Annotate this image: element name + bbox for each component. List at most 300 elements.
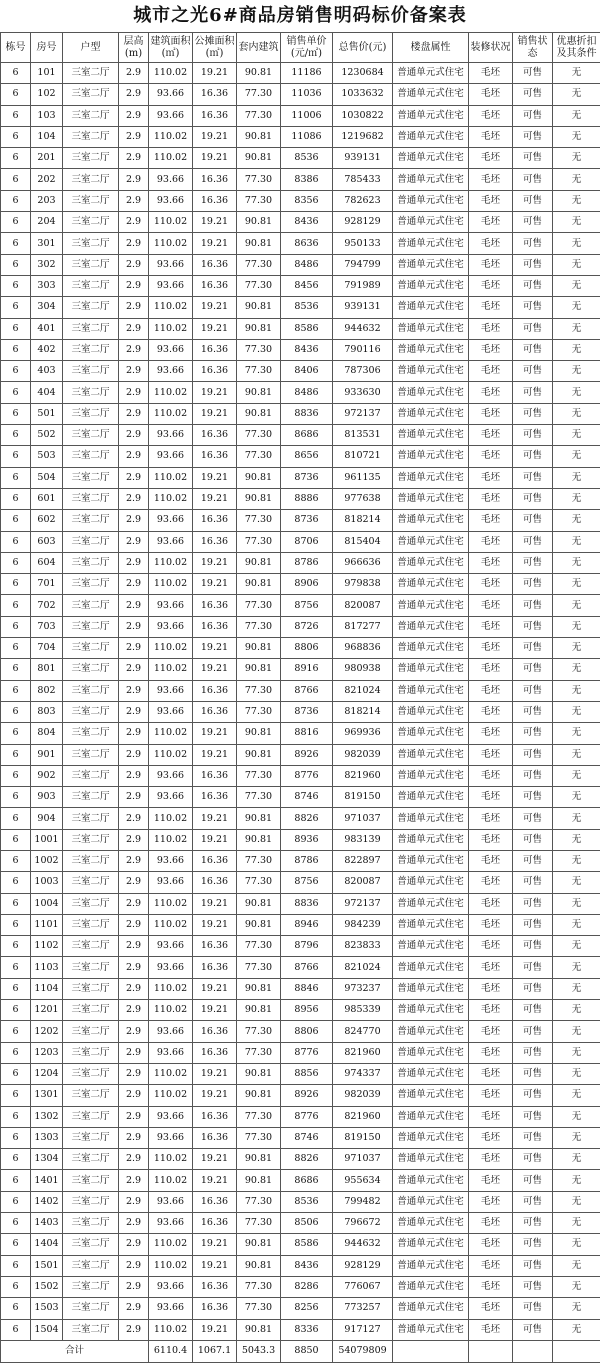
building-cell: 6 — [1, 872, 31, 893]
discount-cell: 无 — [553, 403, 600, 424]
floor-height-cell: 2.9 — [119, 425, 149, 446]
sale-status-cell: 可售 — [513, 1149, 553, 1170]
decoration-cell: 毛坯 — [469, 403, 513, 424]
decoration-cell: 毛坯 — [469, 254, 513, 275]
building-cell: 6 — [1, 1085, 31, 1106]
building-cell: 6 — [1, 1298, 31, 1319]
col-header-discount: 优惠折扣及其条件 — [553, 33, 600, 63]
unit-price-cell: 8406 — [281, 361, 333, 382]
property-type-cell: 普通单元式住宅 — [393, 787, 469, 808]
layout-cell: 三室二厅 — [63, 488, 119, 509]
unit-price-cell: 8256 — [281, 1298, 333, 1319]
table-row — [1, 233, 600, 254]
building-area-cell: 93.66 — [149, 531, 193, 552]
discount-cell: 无 — [553, 701, 600, 722]
room-cell: 203 — [31, 190, 63, 211]
unit-price-cell: 8736 — [281, 701, 333, 722]
unit-price-cell: 8586 — [281, 1234, 333, 1255]
discount-cell: 无 — [553, 1298, 600, 1319]
total-price-cell: 979838 — [333, 574, 393, 595]
shared-area-cell: 16.36 — [193, 1042, 237, 1063]
discount-cell: 无 — [553, 680, 600, 701]
building-cell: 6 — [1, 339, 31, 360]
decoration-cell: 毛坯 — [469, 829, 513, 850]
table-row — [1, 1298, 600, 1319]
decoration-cell: 毛坯 — [469, 297, 513, 318]
table-row — [1, 659, 600, 680]
shared-area-cell: 19.21 — [193, 1063, 237, 1084]
decoration-cell: 毛坯 — [469, 680, 513, 701]
floor-height-cell: 2.9 — [119, 382, 149, 403]
discount-cell: 无 — [553, 1255, 600, 1276]
decoration-cell: 毛坯 — [469, 169, 513, 190]
sale-status-cell: 可售 — [513, 1000, 553, 1021]
layout-cell: 三室二厅 — [63, 595, 119, 616]
layout-cell: 三室二厅 — [63, 1127, 119, 1148]
total-price-cell: 1030822 — [333, 105, 393, 126]
building-area-cell: 110.02 — [149, 893, 193, 914]
room-cell: 104 — [31, 126, 63, 147]
room-cell: 301 — [31, 233, 63, 254]
building-cell: 6 — [1, 723, 31, 744]
sale-status-cell: 可售 — [513, 1255, 553, 1276]
room-cell: 603 — [31, 531, 63, 552]
sale-status-cell: 可售 — [513, 787, 553, 808]
property-type-cell: 普通单元式住宅 — [393, 233, 469, 254]
layout-cell: 三室二厅 — [63, 446, 119, 467]
shared-area-cell: 19.21 — [193, 297, 237, 318]
unit-price-cell: 8586 — [281, 318, 333, 339]
floor-height-cell: 2.9 — [119, 1085, 149, 1106]
room-cell: 1403 — [31, 1213, 63, 1234]
sale-status-cell: 可售 — [513, 659, 553, 680]
table-row — [1, 914, 600, 935]
building-area-cell: 110.02 — [149, 574, 193, 595]
inner-area-cell: 77.30 — [237, 595, 281, 616]
decoration-cell: 毛坯 — [469, 446, 513, 467]
discount-cell: 无 — [553, 1170, 600, 1191]
building-area-cell: 110.02 — [149, 233, 193, 254]
building-cell: 6 — [1, 1149, 31, 1170]
building-cell: 6 — [1, 1234, 31, 1255]
layout-cell: 三室二厅 — [63, 765, 119, 786]
table-row — [1, 1127, 600, 1148]
room-cell: 304 — [31, 297, 63, 318]
floor-height-cell: 2.9 — [119, 808, 149, 829]
building-area-cell: 93.66 — [149, 1213, 193, 1234]
inner-area-cell: 77.30 — [237, 275, 281, 296]
floor-height-cell: 2.9 — [119, 957, 149, 978]
discount-cell: 无 — [553, 574, 600, 595]
inner-area-cell: 90.81 — [237, 126, 281, 147]
property-type-cell: 普通单元式住宅 — [393, 531, 469, 552]
inner-area-cell: 77.30 — [237, 1298, 281, 1319]
table-row — [1, 1234, 600, 1255]
layout-cell: 三室二厅 — [63, 936, 119, 957]
inner-area-cell: 90.81 — [237, 1319, 281, 1340]
building-area-cell: 93.66 — [149, 1042, 193, 1063]
total-price-cell: 971037 — [333, 1149, 393, 1170]
sale-status-cell: 可售 — [513, 84, 553, 105]
discount-cell: 无 — [553, 1149, 600, 1170]
total-price-cell: 821960 — [333, 1106, 393, 1127]
building-area-cell: 93.66 — [149, 595, 193, 616]
unit-price-cell: 8746 — [281, 787, 333, 808]
total-price-cell: 810721 — [333, 446, 393, 467]
sale-status-cell: 可售 — [513, 680, 553, 701]
unit-price-cell: 8856 — [281, 1063, 333, 1084]
decoration-cell: 毛坯 — [469, 723, 513, 744]
total-price-cell: 773257 — [333, 1298, 393, 1319]
decoration-cell: 毛坯 — [469, 275, 513, 296]
col-header-shared-area: 公摊面积(㎡) — [193, 33, 237, 63]
layout-cell: 三室二厅 — [63, 233, 119, 254]
layout-cell: 三室二厅 — [63, 850, 119, 871]
building-area-cell: 110.02 — [149, 659, 193, 680]
shared-area-cell: 16.36 — [193, 680, 237, 701]
building-area-cell: 93.66 — [149, 1276, 193, 1297]
floor-height-cell: 2.9 — [119, 190, 149, 211]
sale-status-cell: 可售 — [513, 1021, 553, 1042]
property-type-cell: 普通单元式住宅 — [393, 467, 469, 488]
inner-area-cell: 77.30 — [237, 84, 281, 105]
discount-cell: 无 — [553, 1127, 600, 1148]
layout-cell: 三室二厅 — [63, 574, 119, 595]
property-type-cell: 普通单元式住宅 — [393, 382, 469, 403]
inner-area-cell: 77.30 — [237, 936, 281, 957]
building-cell: 6 — [1, 63, 31, 84]
total-price-cell: 928129 — [333, 1255, 393, 1276]
building-cell: 6 — [1, 850, 31, 871]
sale-status-cell: 可售 — [513, 872, 553, 893]
unit-price-cell: 8836 — [281, 403, 333, 424]
floor-height-cell: 2.9 — [119, 1170, 149, 1191]
decoration-cell: 毛坯 — [469, 1127, 513, 1148]
table-row — [1, 787, 600, 808]
property-type-cell: 普通单元式住宅 — [393, 446, 469, 467]
property-type-cell: 普通单元式住宅 — [393, 169, 469, 190]
floor-height-cell: 2.9 — [119, 574, 149, 595]
layout-cell: 三室二厅 — [63, 1106, 119, 1127]
decoration-cell: 毛坯 — [469, 744, 513, 765]
decoration-cell: 毛坯 — [469, 787, 513, 808]
floor-height-cell: 2.9 — [119, 297, 149, 318]
shared-area-cell: 16.36 — [193, 1276, 237, 1297]
total-unit-price: 8850 — [281, 1340, 333, 1362]
property-type-cell: 普通单元式住宅 — [393, 1106, 469, 1127]
decoration-cell: 毛坯 — [469, 190, 513, 211]
floor-height-cell: 2.9 — [119, 446, 149, 467]
property-type-cell: 普通单元式住宅 — [393, 1276, 469, 1297]
unit-price-cell: 11006 — [281, 105, 333, 126]
building-cell: 6 — [1, 1319, 31, 1340]
discount-cell: 无 — [553, 1276, 600, 1297]
inner-area-cell: 90.81 — [237, 63, 281, 84]
table-row — [1, 680, 600, 701]
table-row — [1, 744, 600, 765]
shared-area-cell: 19.21 — [193, 1234, 237, 1255]
room-cell: 902 — [31, 765, 63, 786]
inner-area-cell: 90.81 — [237, 574, 281, 595]
unit-price-cell: 8786 — [281, 850, 333, 871]
unit-price-cell: 8826 — [281, 1149, 333, 1170]
property-type-cell: 普通单元式住宅 — [393, 297, 469, 318]
building-area-cell: 110.02 — [149, 297, 193, 318]
inner-area-cell: 77.30 — [237, 957, 281, 978]
total-price-cell: 982039 — [333, 744, 393, 765]
table-row — [1, 1149, 600, 1170]
room-cell: 1304 — [31, 1149, 63, 1170]
unit-price-cell: 8826 — [281, 808, 333, 829]
unit-price-cell: 8636 — [281, 233, 333, 254]
layout-cell: 三室二厅 — [63, 148, 119, 169]
layout-cell: 三室二厅 — [63, 957, 119, 978]
layout-cell: 三室二厅 — [63, 978, 119, 999]
inner-area-cell: 90.81 — [237, 467, 281, 488]
total-price-cell: 939131 — [333, 148, 393, 169]
building-cell: 6 — [1, 1000, 31, 1021]
property-type-cell: 普通单元式住宅 — [393, 680, 469, 701]
table-row — [1, 1276, 600, 1297]
table-row — [1, 1021, 600, 1042]
discount-cell: 无 — [553, 1021, 600, 1042]
discount-cell: 无 — [553, 659, 600, 680]
building-area-cell: 110.02 — [149, 744, 193, 765]
building-area-cell: 110.02 — [149, 1000, 193, 1021]
unit-price-cell: 8436 — [281, 1255, 333, 1276]
decoration-cell: 毛坯 — [469, 425, 513, 446]
unit-price-cell: 8686 — [281, 1170, 333, 1191]
building-area-cell: 93.66 — [149, 701, 193, 722]
table-row — [1, 84, 600, 105]
discount-cell: 无 — [553, 212, 600, 233]
decoration-cell: 毛坯 — [469, 148, 513, 169]
total-price-cell: 944632 — [333, 318, 393, 339]
building-area-cell: 110.02 — [149, 488, 193, 509]
decoration-cell: 毛坯 — [469, 701, 513, 722]
room-cell: 1204 — [31, 1063, 63, 1084]
floor-height-cell: 2.9 — [119, 1106, 149, 1127]
total-price-cell: 819150 — [333, 1127, 393, 1148]
layout-cell: 三室二厅 — [63, 638, 119, 659]
inner-area-cell: 77.30 — [237, 1042, 281, 1063]
property-type-cell: 普通单元式住宅 — [393, 723, 469, 744]
decoration-cell: 毛坯 — [469, 659, 513, 680]
room-cell: 1004 — [31, 893, 63, 914]
shared-area-cell: 19.21 — [193, 978, 237, 999]
floor-height-cell: 2.9 — [119, 148, 149, 169]
unit-price-cell: 8756 — [281, 595, 333, 616]
table-row — [1, 488, 600, 509]
shared-area-cell: 19.21 — [193, 382, 237, 403]
property-type-cell: 普通单元式住宅 — [393, 936, 469, 957]
discount-cell: 无 — [553, 233, 600, 254]
decoration-cell: 毛坯 — [469, 978, 513, 999]
sale-status-cell: 可售 — [513, 616, 553, 637]
building-cell: 6 — [1, 467, 31, 488]
shared-area-cell: 19.21 — [193, 148, 237, 169]
building-cell: 6 — [1, 318, 31, 339]
building-cell: 6 — [1, 744, 31, 765]
discount-cell: 无 — [553, 808, 600, 829]
room-cell: 404 — [31, 382, 63, 403]
sale-status-cell: 可售 — [513, 1213, 553, 1234]
shared-area-cell: 16.36 — [193, 1021, 237, 1042]
total-price-cell: 968836 — [333, 638, 393, 659]
room-cell: 1404 — [31, 1234, 63, 1255]
decoration-cell: 毛坯 — [469, 1085, 513, 1106]
inner-area-cell: 77.30 — [237, 339, 281, 360]
layout-cell: 三室二厅 — [63, 275, 119, 296]
sale-status-cell: 可售 — [513, 318, 553, 339]
unit-price-cell: 8706 — [281, 531, 333, 552]
layout-cell: 三室二厅 — [63, 1063, 119, 1084]
floor-height-cell: 2.9 — [119, 63, 149, 84]
total-price-cell: 983139 — [333, 829, 393, 850]
discount-cell: 无 — [553, 105, 600, 126]
room-cell: 102 — [31, 84, 63, 105]
sale-status-cell: 可售 — [513, 510, 553, 531]
floor-height-cell: 2.9 — [119, 1191, 149, 1212]
table-row — [1, 361, 600, 382]
room-cell: 204 — [31, 212, 63, 233]
shared-area-cell: 16.36 — [193, 787, 237, 808]
room-cell: 1104 — [31, 978, 63, 999]
property-type-cell: 普通单元式住宅 — [393, 574, 469, 595]
unit-price-cell: 11186 — [281, 63, 333, 84]
sale-status-cell: 可售 — [513, 190, 553, 211]
property-type-cell: 普通单元式住宅 — [393, 616, 469, 637]
inner-area-cell: 77.30 — [237, 1021, 281, 1042]
floor-height-cell: 2.9 — [119, 361, 149, 382]
building-cell: 6 — [1, 787, 31, 808]
inner-area-cell: 77.30 — [237, 169, 281, 190]
col-header-sale-status: 销售状态 — [513, 33, 553, 63]
decoration-cell: 毛坯 — [469, 212, 513, 233]
table-row — [1, 723, 600, 744]
building-cell: 6 — [1, 275, 31, 296]
floor-height-cell: 2.9 — [119, 339, 149, 360]
property-type-cell: 普通单元式住宅 — [393, 1042, 469, 1063]
floor-height-cell: 2.9 — [119, 659, 149, 680]
discount-cell: 无 — [553, 1063, 600, 1084]
total-price-cell: 933630 — [333, 382, 393, 403]
layout-cell: 三室二厅 — [63, 297, 119, 318]
total-price-cell: 820087 — [333, 872, 393, 893]
sale-status-cell: 可售 — [513, 1298, 553, 1319]
decoration-cell: 毛坯 — [469, 1149, 513, 1170]
floor-height-cell: 2.9 — [119, 531, 149, 552]
decoration-cell: 毛坯 — [469, 488, 513, 509]
table-row — [1, 1319, 600, 1340]
sale-status-cell: 可售 — [513, 1063, 553, 1084]
decoration-cell: 毛坯 — [469, 872, 513, 893]
building-area-cell: 110.02 — [149, 467, 193, 488]
sale-status-cell: 可售 — [513, 403, 553, 424]
table-row — [1, 275, 600, 296]
unit-price-cell: 8506 — [281, 1213, 333, 1234]
decoration-cell: 毛坯 — [469, 1042, 513, 1063]
layout-cell: 三室二厅 — [63, 659, 119, 680]
unit-price-cell: 8536 — [281, 1191, 333, 1212]
sale-status-cell: 可售 — [513, 957, 553, 978]
layout-cell: 三室二厅 — [63, 318, 119, 339]
sale-status-cell: 可售 — [513, 1234, 553, 1255]
unit-price-cell: 8486 — [281, 254, 333, 275]
table-row — [1, 339, 600, 360]
property-type-cell: 普通单元式住宅 — [393, 1213, 469, 1234]
shared-area-cell: 19.21 — [193, 574, 237, 595]
inner-area-cell: 90.81 — [237, 744, 281, 765]
building-area-cell: 93.66 — [149, 361, 193, 382]
building-cell: 6 — [1, 425, 31, 446]
floor-height-cell: 2.9 — [119, 978, 149, 999]
decoration-cell: 毛坯 — [469, 1106, 513, 1127]
room-cell: 504 — [31, 467, 63, 488]
total-price-cell: 785433 — [333, 169, 393, 190]
room-cell: 802 — [31, 680, 63, 701]
property-type-cell: 普通单元式住宅 — [393, 1000, 469, 1021]
decoration-cell: 毛坯 — [469, 105, 513, 126]
unit-price-cell: 8806 — [281, 1021, 333, 1042]
shared-area-cell: 19.21 — [193, 552, 237, 573]
table-row — [1, 318, 600, 339]
total-inner-area: 5043.3 — [237, 1340, 281, 1362]
room-cell: 701 — [31, 574, 63, 595]
table-row — [1, 254, 600, 275]
inner-area-cell: 90.81 — [237, 893, 281, 914]
property-type-cell: 普通单元式住宅 — [393, 638, 469, 659]
layout-cell: 三室二厅 — [63, 872, 119, 893]
floor-height-cell: 2.9 — [119, 723, 149, 744]
building-cell: 6 — [1, 446, 31, 467]
decoration-cell: 毛坯 — [469, 808, 513, 829]
floor-height-cell: 2.9 — [119, 787, 149, 808]
shared-area-cell: 19.21 — [193, 1170, 237, 1191]
sale-status-cell: 可售 — [513, 1191, 553, 1212]
building-cell: 6 — [1, 680, 31, 701]
floor-height-cell: 2.9 — [119, 914, 149, 935]
unit-price-cell: 8926 — [281, 1085, 333, 1106]
shared-area-cell: 16.36 — [193, 254, 237, 275]
unit-price-cell: 8436 — [281, 212, 333, 233]
total-price-cell: 950133 — [333, 233, 393, 254]
table-row — [1, 169, 600, 190]
layout-cell: 三室二厅 — [63, 510, 119, 531]
total-price: 54079809 — [333, 1340, 393, 1362]
inner-area-cell: 90.81 — [237, 638, 281, 659]
decoration-cell: 毛坯 — [469, 957, 513, 978]
building-cell: 6 — [1, 1191, 31, 1212]
building-cell: 6 — [1, 488, 31, 509]
building-area-cell: 93.66 — [149, 169, 193, 190]
property-type-cell: 普通单元式住宅 — [393, 510, 469, 531]
building-area-cell: 110.02 — [149, 808, 193, 829]
building-area-cell: 93.66 — [149, 787, 193, 808]
discount-cell: 无 — [553, 126, 600, 147]
total-price-cell: 819150 — [333, 787, 393, 808]
unit-price-cell: 8536 — [281, 297, 333, 318]
building-cell: 6 — [1, 190, 31, 211]
room-cell: 403 — [31, 361, 63, 382]
building-area-cell: 110.02 — [149, 1063, 193, 1084]
sale-status-cell: 可售 — [513, 212, 553, 233]
total-shared-area: 1067.1 — [193, 1340, 237, 1362]
discount-cell: 无 — [553, 872, 600, 893]
property-type-cell: 普通单元式住宅 — [393, 765, 469, 786]
building-area-cell: 93.66 — [149, 680, 193, 701]
discount-cell: 无 — [553, 1085, 600, 1106]
